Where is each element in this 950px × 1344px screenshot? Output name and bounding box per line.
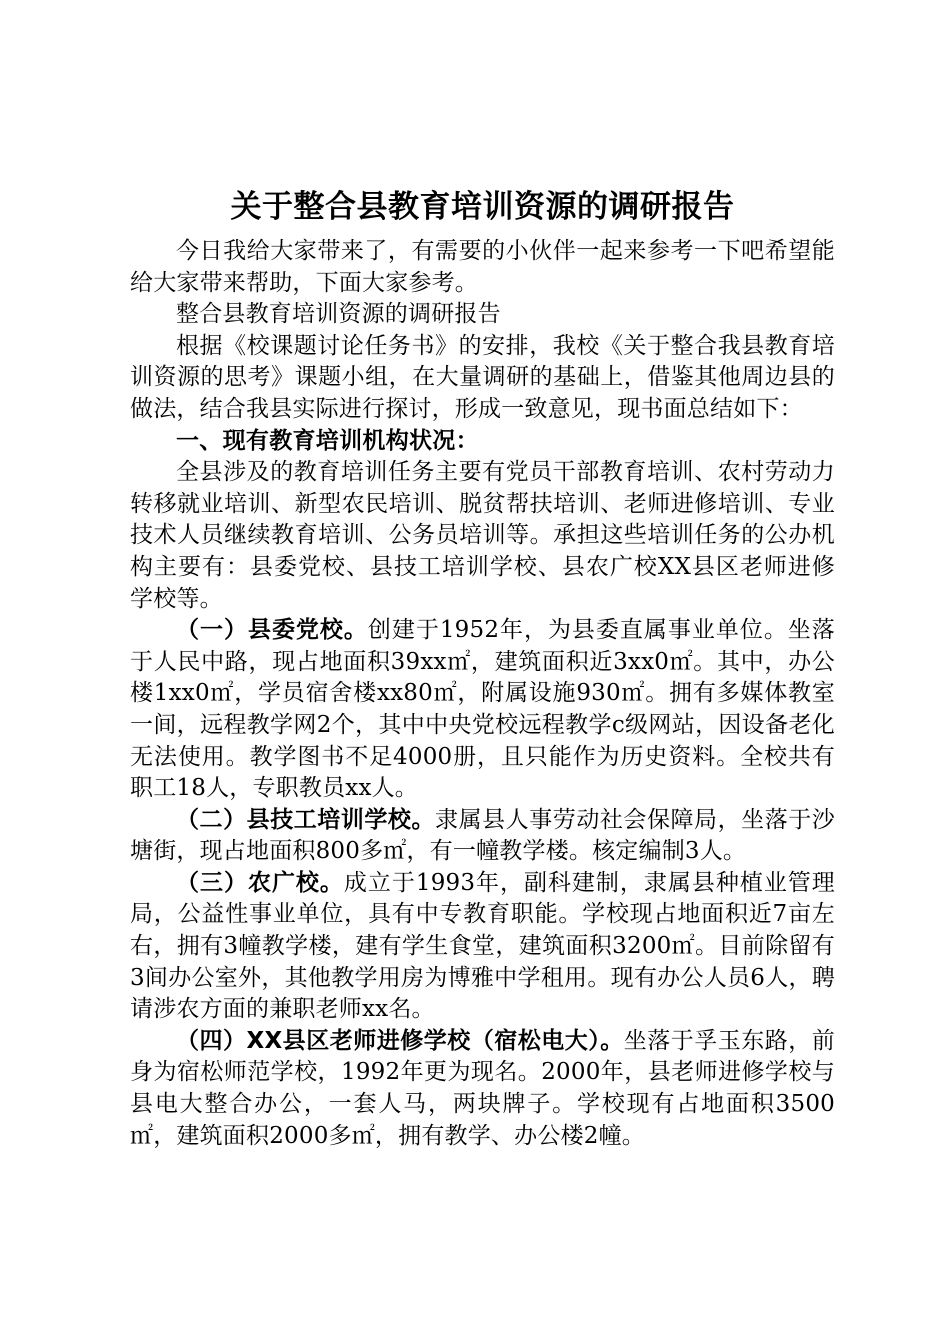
item-text: 创建于1952年，为县委直属事业单位。坐落于人民中路，现占地面积39xx㎡，建筑面积近3xx0㎡。其中，办公楼1xx0㎡，学员宿舍楼xx80㎡，附属设施930㎡。拥有多媒体教室一间，远程教学网2个，其中中央党校远程教学c级网站，因设备老化无法使用。教学图书不足4000册，且只能作为历史资料。全校共有职工18人，专职教员xx人。 (130, 617, 835, 802)
document-page (130, 178, 835, 1152)
item-text: 成立于1993年，副科建制，隶属县种植业管理局，公益性事业单位，具有中专教育职能。学校现占地面积近7亩左右，拥有3幢教学楼，建有学生食堂，建筑面积3200㎡。目前除留有3间办公室外，其他教学用房为博雅中学租用。现有办公人员6人，聘请涉农方面的兼职老师xx名。 (130, 869, 835, 1023)
item-text: 坐落于孚玉东路，前身为宿松师范学校，1992年更为现名。2000年，县老师进修学校与县电大整合办公，一套人马，两块牌子。学校现有占地面积3500㎡，建筑面积2000多㎡，拥有教学、办公楼2幢。 (130, 1027, 835, 1149)
item-paragraph-party-school (130, 615, 835, 805)
basis-paragraph: 根据《校课题讨论任务书》的安排，我校《关于整合我县教育培训资源的思考》课题小组，在大量调研的基础上，借鉴其他周边县的做法，结合我县实际进行探讨，形成一致意见，现书面总结如下： (130, 332, 835, 422)
item-text: 隶属县人事劳动社会保障局，坐落于沙塘街，现占地面积800多㎡，有一幢教学楼。核定编制3人。 (130, 806, 835, 865)
item-paragraph-teacher-school (130, 1026, 835, 1152)
overview-paragraph: 全县涉及的教育培训任务主要有党员干部教育培训、农村劳动力转移就业培训、新型农民培训、脱贫帮扶培训、老师进修培训、专业技术人员继续教育培训、公务员培训等。承担这些培训任务的公办机构主要有：县委党校、县技工培训学校、县农广校XX县区老师进修学校等。 (130, 459, 835, 612)
item-lead: （三）农广校。 (176, 869, 344, 896)
intro-paragraph: 今日我给大家带来了，有需要的小伙伴一起来参考一下吧希望能给大家带来帮助，下面大家参考。 (130, 238, 835, 296)
item-paragraph-agricultural-school (130, 868, 835, 1026)
item-paragraph-technical-school (130, 805, 835, 868)
section-heading: 一、现有教育培训机构状况： (176, 427, 479, 454)
item-lead: （二）县技工培训学校。 (176, 806, 436, 833)
document-title: 关于整合县教育培训资源的调研报告 (230, 189, 735, 225)
item-lead: （一）县委党校。 (176, 617, 368, 644)
subtitle-paragraph: 整合县教育培训资源的调研报告 (176, 301, 501, 328)
item-lead: （四）XX县区老师进修学校（宿松电大）。 (176, 1027, 624, 1054)
